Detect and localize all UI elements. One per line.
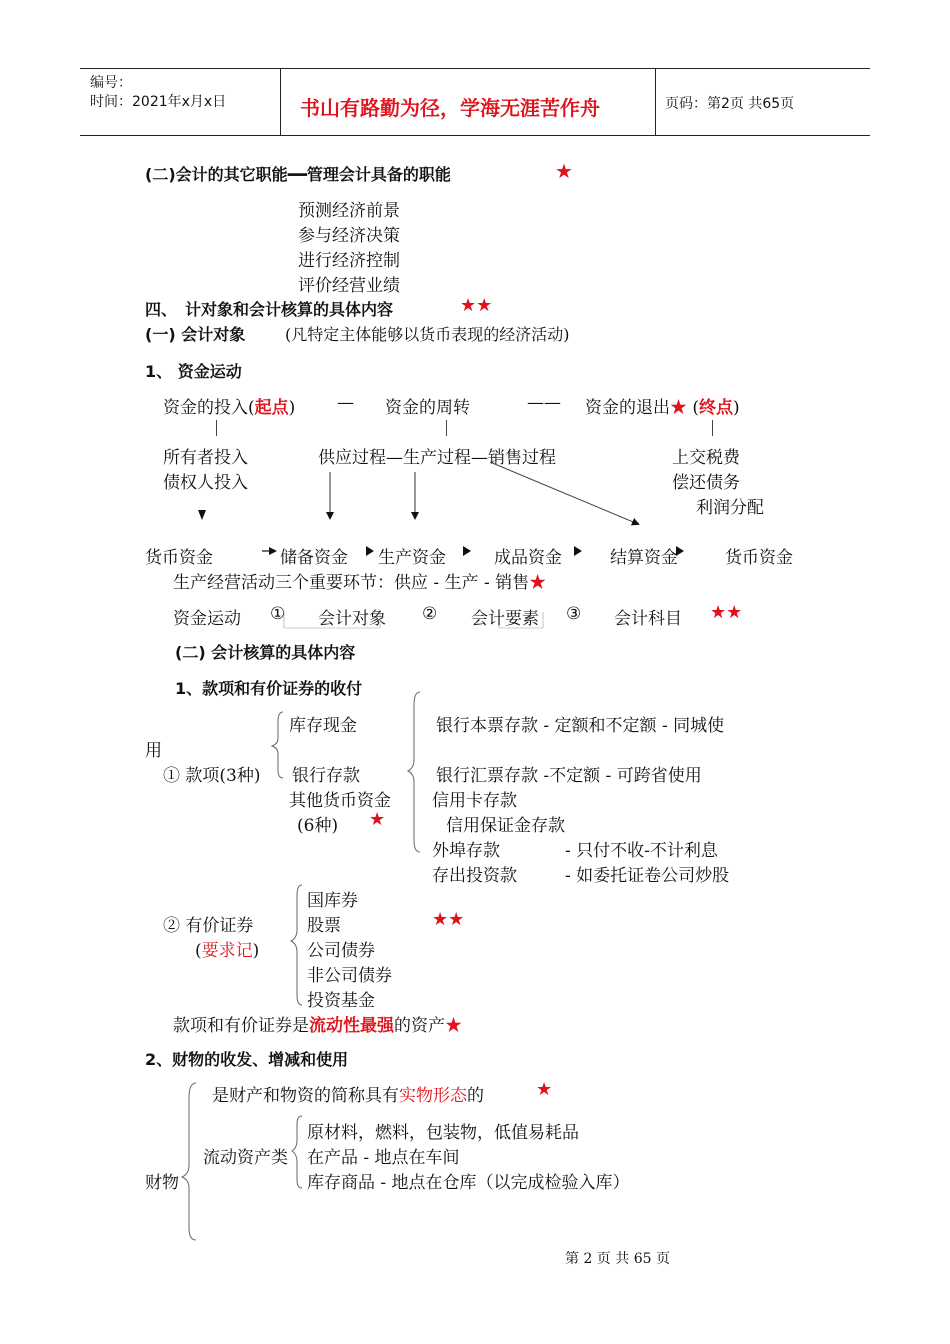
security-item: 公司债券 [307,941,375,961]
production-fund: 生产资金 [378,548,446,568]
star-mark: ★ [445,1016,462,1036]
physical-form: 实物形态 [399,1086,467,1106]
three-stages-text: 生产经营活动三个重要环节：供应 - 生产 - 销售 [173,573,530,593]
subsection-title: (二) 会计核算的具体内容 [175,643,356,662]
must-memorize: 要求记 [201,941,253,961]
function-item: 评价经营业绩 [298,276,400,296]
security-item: 国库券 [307,891,358,911]
chain-num: ② [422,604,438,624]
paren-open: ( [195,941,202,961]
item-title: 1、 资金运动 [145,362,242,381]
investment-deposit-note: - 如委托证卷公司炒股 [565,866,730,886]
star-mark: ★ [369,809,386,830]
funds-3-types: ① 款项(3种) [163,766,261,786]
header-motto: 书山有路勤为径，学海无涯苦作舟 [300,96,600,120]
security-item: 股票 [307,916,341,936]
profit-distribution: 利润分配 [696,498,764,518]
flow-start-point: 起点 [254,398,289,418]
section-title-other-functions: (二)会计的其它职能━━管理会计具备的职能 [145,165,451,184]
property-label: 财物 [145,1173,179,1193]
section-title-accounting-object: 四、 计对象和会计核算的具体内容 [145,300,394,319]
star-mark: ★★ [432,909,465,930]
money-fund: 货币资金 [145,548,213,568]
subsection-note: (凡特定主体能够以货币表现的经济活动) [285,325,570,344]
function-item: 进行经济控制 [298,251,400,271]
tax-payment: 上交税费 [672,448,740,468]
item-title: 1、款项和有价证券的收付 [175,679,363,698]
lc-deposit: 信用保证金存款 [446,816,565,836]
reserve-fund: 储备资金 [280,548,348,568]
item-title: 2、财物的收发、增减和使用 [145,1050,349,1069]
flow-input-close: ) [288,398,296,418]
header-page-info: 页码：第2页 共65页 [665,96,795,112]
flow-exit-open: ( [692,398,700,418]
flow-end-point: 终点 [699,398,734,418]
debt-repayment: 偿还债务 [672,473,740,493]
settlement-fund: 结算资金 [610,548,678,568]
flow-input-label: 资金的投入( [163,398,255,418]
process-chain: 供应过程—生产过程—销售过程 [318,448,556,468]
definition-pre: 是财产和物资的简称具有 [212,1086,399,1106]
subsection-title: (一) 会计对象 [145,325,246,344]
bank-draft-deposit: 银行本票存款 - 定额和不定额 - 同城使 [436,716,725,736]
function-item: 预测经济前景 [298,201,400,221]
owner-investment: 所有者投入 [163,448,248,468]
function-item: 参与经济决策 [298,226,400,246]
flow-exit-label: 资金的退出 [585,398,670,418]
star-mark: ★★ [710,602,743,623]
property-definition [212,1081,484,1106]
definition-post: 的 [467,1086,484,1106]
star-mark: ★ [536,1079,553,1100]
bank-deposit: 银行存款 [292,766,360,786]
most-liquid: 流动性最强 [309,1016,394,1036]
footer-page-number: 第 2 页 共 65 页 [565,1251,670,1267]
current-asset-item: 库存商品 - 地点在仓库（以完成检验入库） [307,1173,630,1193]
other-monetary-funds: 其他货币资金 [289,791,391,811]
star-mark: ★ [529,573,547,593]
chain-accounting-element: 会计要素 [471,609,539,629]
liquidity-pre: 款项和有价证券是 [173,1016,309,1036]
current-asset-item: 在产品 - 地点在车间 [307,1148,460,1168]
creditor-investment: 债权人投入 [163,473,248,493]
bank-draft-tail: 用 [145,741,162,761]
remote-deposit: 外埠存款 [432,841,500,861]
money-fund-return: 货币资金 [725,548,793,568]
star-mark: ★ [670,398,687,418]
star-mark: ★ [555,159,573,183]
chain-accounting-subject: 会计科目 [614,609,682,629]
bank-bill-deposit: 银行汇票存款 -不定额 - 可跨省使用 [436,766,702,786]
current-asset-item: 原材料，燃料，包装物，低值易耗品 [307,1123,579,1143]
security-item: 非公司债券 [307,966,392,986]
header-time: 时间：2021年x月x日 [90,94,227,110]
cash-on-hand: 库存现金 [289,716,357,736]
flow-turnover: 资金的周转 [385,398,470,418]
remote-deposit-note: - 只付不收-不计利息 [565,841,718,861]
liquidity-post: 的资产 [394,1016,445,1036]
three-stages [173,568,546,593]
chain-num: ③ [566,604,582,624]
chain-num: ① [270,604,286,624]
chain-fund-movement: 资金运动 [173,609,241,629]
securities-required [195,936,259,961]
chain-accounting-object: 会计对象 [318,609,386,629]
six-types: (6种) [297,816,339,836]
finished-goods-fund: 成品资金 [494,548,562,568]
securities-label: ② 有价证券 [163,916,254,936]
flow-dash: —— [527,393,561,413]
credit-card-deposit: 信用卡存款 [432,791,517,811]
current-assets: 流动资产类 [203,1148,288,1168]
paren-close: ) [252,941,260,961]
flow-dash: — [337,393,354,413]
header-number: 编号： [90,75,132,91]
flow-exit-close: ) [733,398,740,418]
security-item: 投资基金 [307,991,375,1011]
liquidity-statement [173,1011,462,1036]
investment-deposit: 存出投资款 [432,866,517,886]
star-mark: ★★ [460,295,493,316]
